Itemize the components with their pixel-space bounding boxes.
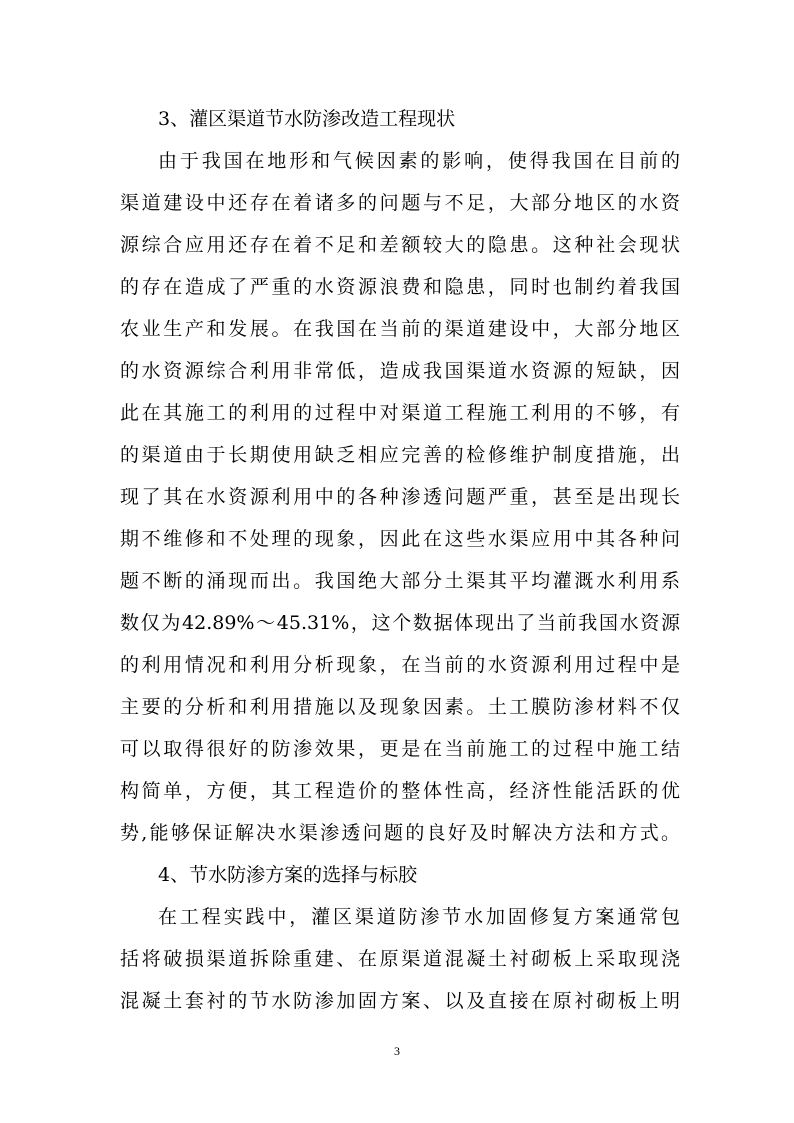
paragraph-line: 混凝土套衬的节水防渗加固方案、以及直接在原衬砌板上明 [120, 990, 680, 1012]
paragraph-line: 农业生产和发展。在我国在当前的渠道建设中，大部分地区 [120, 318, 680, 340]
paragraph-line: 在工程实践中，灌区渠道防渗节水加固修复方案通常包 [158, 906, 680, 928]
paragraph-line: 源综合应用还存在着不足和差额较大的隐患。这种社会现状 [120, 234, 680, 256]
paragraph-line: 此在其施工的利用的过程中对渠道工程施工利用的不够，有 [120, 402, 680, 424]
section-heading: 4、节水防渗方案的选择与标胶 [158, 864, 418, 886]
paragraph-line: 期不维修和不处理的现象，因此在这些水渠应用中其各种问 [120, 528, 680, 550]
paragraph-line: 渠道建设中还存在着诸多的问题与不足，大部分地区的水资 [120, 192, 680, 214]
paragraph-line: 数仅为42.89%～45.31%，这个数据体现出了当前我国水资源 [120, 612, 680, 634]
paragraph-line: 可以取得很好的防渗效果，更是在当前施工的过程中施工结 [120, 738, 680, 760]
paragraph-line: 的渠道由于长期使用缺乏相应完善的检修维护制度措施，出 [120, 444, 680, 466]
paragraph-line: 的利用情况和利用分析现象，在当前的水资源利用过程中是 [120, 654, 680, 676]
paragraph-line: 的存在造成了严重的水资源浪费和隐患，同时也制约着我国 [120, 276, 680, 298]
paragraph-line: 构简单，方便，其工程造价的整体性高，经济性能活跃的优 [120, 780, 680, 802]
paragraph-line: 的水资源综合利用非常低，造成我国渠道水资源的短缺，因 [120, 360, 680, 382]
paragraph-line: 题不断的涌现而出。我国绝大部分土渠其平均灌溉水利用系 [120, 570, 680, 592]
paragraph-line: 主要的分析和利用措施以及现象因素。土工膜防渗材料不仅 [120, 696, 680, 718]
paragraph-line: 括将破损渠道拆除重建、在原渠道混凝土衬砌板上采取现浇 [120, 948, 680, 970]
paragraph-line: 由于我国在地形和气候因素的影响，使得我国在目前的 [158, 150, 680, 172]
paragraph-line: 现了其在水资源利用中的各种渗透问题严重，甚至是出现长 [120, 486, 680, 508]
paragraph-line: 势,能够保证解决水渠渗透问题的良好及时解决方法和方式。 [120, 822, 680, 844]
page-number: 3 [394, 1044, 400, 1058]
section-heading: 3、灌区渠道节水防渗改造工程现状 [158, 108, 456, 130]
